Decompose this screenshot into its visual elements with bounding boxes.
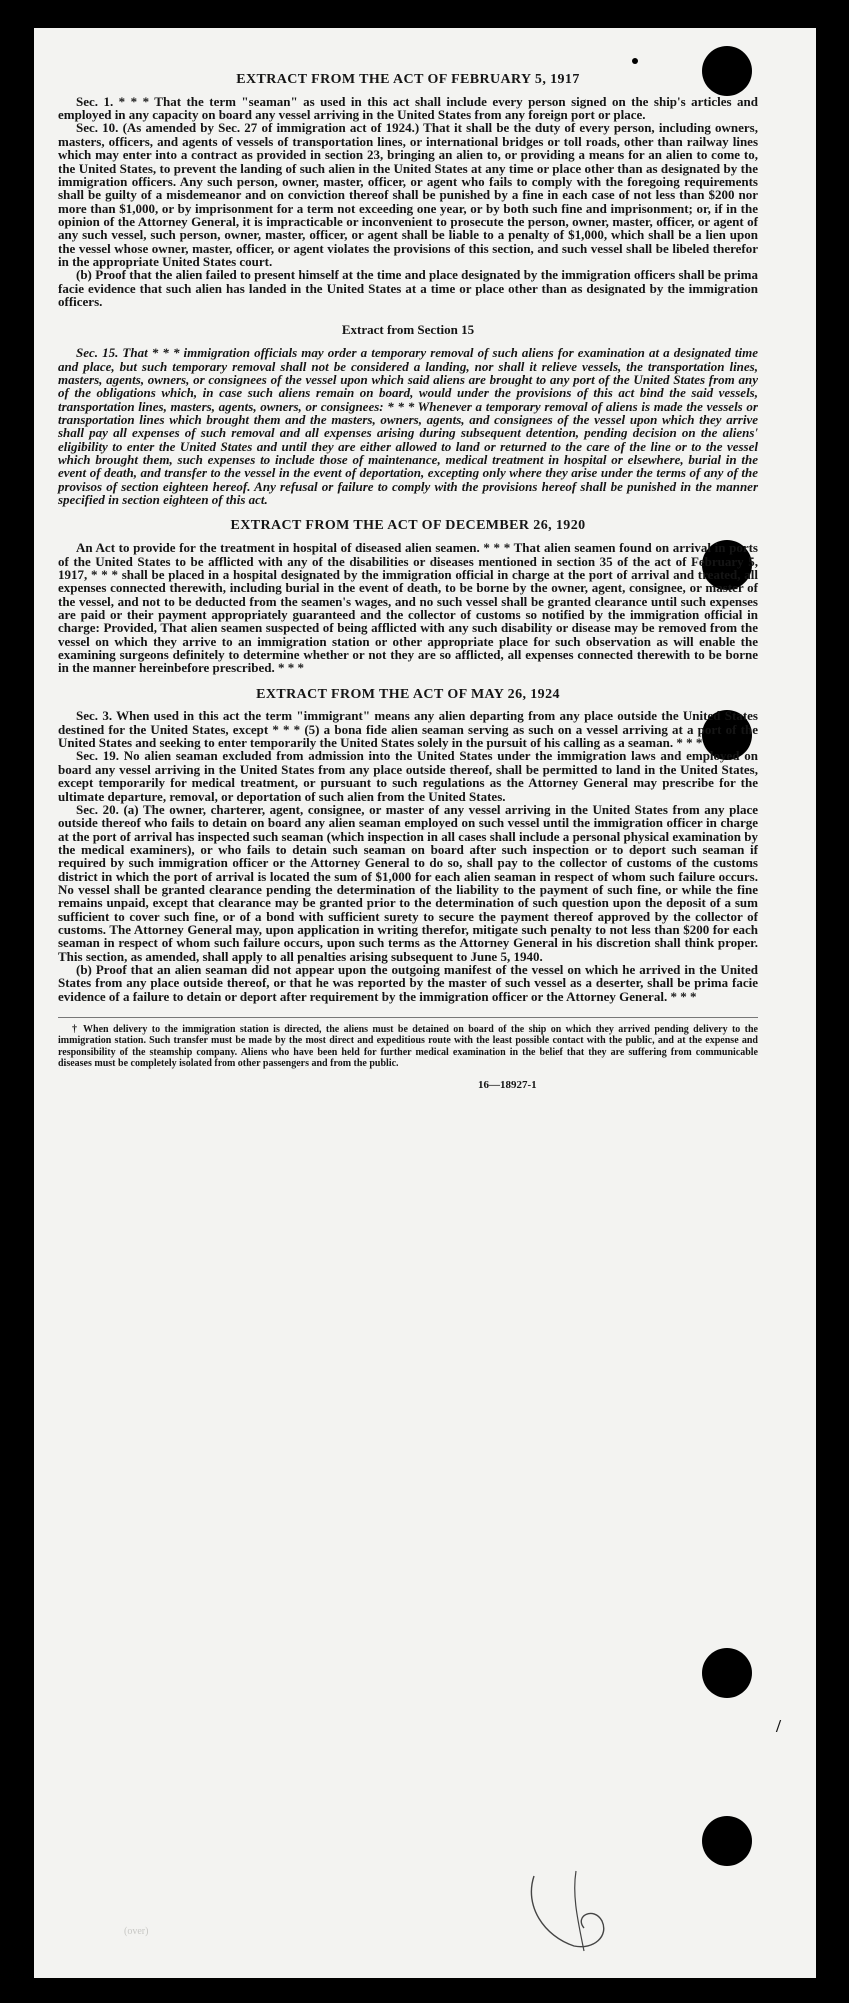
section-1-paragraph: Sec. 1. * * * That the term "seaman" as used in this act shall include every person signed on the ship's articles and employed in any capacity on board any vessel arriving in the United States from any foreign port or place. [58, 93, 758, 123]
section-10-paragraph: Sec. 10. (As amended by Sec. 27 of immigration act of 1924.) That it shall be the duty of every person, including owners, masters, officers, and agents of vessels of transportation lines, or international bridges or toll roads, other than railway lines which may enter into a contract as provided in section 23, bringing an alien to, or providing a means for an alien to come to, the United States, to prevent the landing of such alien in the United States at any time or place other than as designated by the immigration officers. Any such person, owner, master, officer, or agent who fails to comply with the foregoing requirements shall be guilty of a misdemeanor and on conviction thereof shall be punished by a fine in each case of not less than $200 nor more than $1,000, or by imprisonment for a term not exceeding one year, or by both such fine and imprisonment; or, if in the opinion of the Attorney General, it is impracticable or inconvenient to prosecute the person, owner, master, officer, or agent of any such vessel, such person, owner, master, officer, or agent shall be liable to a penalty of $1,000, which shall be a lien upon the vessel whose owner, master, officer, or agent violates the provisions of this section, and such vessel shall be libeled therefor in the appropriate United States court. [58, 120, 758, 269]
document-body [58, 72, 758, 1091]
form-code: 16—18927-1 [478, 1079, 537, 1092]
ink-mark: / [776, 1716, 782, 1736]
section-19-paragraph: Sec. 19. No alien seaman excluded from admission into the United States under the immigration laws and employed on board any vessel arriving in the United States from any place outside thereof, shall be permitted to land in the United States, except temporarily for medical treatment, or pursuant to such regulations as the Attorney General may prescribe for the ultimate departure, removal, or deportation of such alien from the United States. [58, 748, 758, 804]
heading-act-1917: EXTRACT FROM THE ACT OF FEBRUARY 5, 1917 [236, 72, 580, 87]
heading-section-15: Extract from Section 15 [341, 322, 475, 338]
footnote-text: † When delivery to the immigration station is directed, the aliens must be detained on board of the ship on which they arrived pending delivery to the immigration station. Such transfer must be made by the most direct and expeditious route with the least possible contact with the public, and at the expense and responsibility of the steamship company. Aliens who have been held for further medical examination in the belief that they are suffering from communicable diseases must be completely isolated from other passengers and from the public. [58, 1024, 758, 1069]
footnote [58, 1017, 758, 1069]
faint-stamp: (over) [124, 1926, 149, 1937]
section-15-paragraph: Sec. 15. That * * * immigration officials may order a temporary removal of such aliens for examination at a designated time and place, but such temporary removal shall not be considered a landing, nor shall it relieve vessels, the transportation lines, masters, agents, owners, or consignees of the vessel upon which said aliens are brought to any port of the United States from any of the obligations which, in case such aliens remain on board, would under the provisions of this act bind the said vessels, transportation lines, masters, agents, owners, or consignees: * * * Whenever a temporary removal of aliens is made the vessels or transportation lines which brought them and the masters, owners, agents, and consignees of the vessel upon which they arrive shall pay all expenses of such removal and all expenses arising during subsequent detention, pending decision on the aliens' eligibility to enter the United States and until they are either allowed to land or returned to the care of the line or to the vessel which brought them, such expenses to include those of maintenance, medical treatment in hospital or elsewhere, burial in the event of death, and transfer to the vessel in the event of deportation, excepting only where they arise under the terms of any of the provisos of section eighteen hereof. Any refusal or failure to comply with the provisions hereof shall be punished in the manner specified in section eighteen of this act. [58, 345, 758, 508]
ink-dot [632, 58, 638, 64]
punch-hole [702, 1816, 752, 1866]
document-page [34, 28, 816, 1978]
section-20b-paragraph: (b) Proof that an alien seaman did not appear upon the outgoing manifest of the vessel on which he arrived in the United States from any place outside thereof, or that he was reported by the master of such vessel as a deserter, shall be prima facie evidence of a failure to detain or deport after requirement by the immigration officer or the Attorney General. * * * [58, 961, 758, 1004]
heading-act-1924: EXTRACT FROM THE ACT OF MAY 26, 1924 [256, 686, 560, 702]
act-1920-paragraph: An Act to provide for the treatment in hospital of diseased alien seamen. * * * That alien seamen found on arrival in ports of the United States to be afflicted with any of the disabilities or diseases mentioned in section 35 of the act of February 5, 1917, * * * shall be placed in a hospital designated by the immigration official in charge at the port of arrival and treated, all expenses connected therewith, including burial in the event of death, to be borne by the owner, agent, consignee, or master of the vessel, and not to be deducted from the seamen's wages, and no such vessel shall be granted clearance until such expenses are paid or their payment appropriately guaranteed and the collector of customs so notified by the immigration official in charge: Provided, That alien seamen suspected of being afflicted with any such disability or disease may be removed from the vessel on which they arrive to an immigration station or other appropriate place for such observation as will enable the examining surgeons definitely to determine whether or not they are so afflicted, all expenses connected therewith to be borne in the manner hereinbefore prescribed. * * * [58, 540, 758, 676]
section-10b-paragraph: (b) Proof that the alien failed to present himself at the time and place designated by the immigration officers shall be prima facie evidence that such alien has landed in the United States at a time or place other than as designated by the immigration officers. [58, 267, 758, 309]
handwritten-scribble [514, 1866, 634, 1956]
punch-hole [702, 1648, 752, 1698]
section-3-paragraph: Sec. 3. When used in this act the term "immigrant" means any alien departing from any place outside the United States destined for the United States, except * * * (5) a bona fide alien seaman serving as such on a vessel arriving at a port of the United States and seeking to enter temporarily the United States solely in the pursuit of his calling as a seaman. * * * [58, 708, 758, 751]
section-20-paragraph: Sec. 20. (a) The owner, charterer, agent, consignee, or master of any vessel arriving in the United States from any place outside thereof who fails to detain on board any alien seaman employed on such vessel until the immigration officer in charge at the port of arrival has inspected such seaman (which inspection in all cases shall include a personal physical examination by the medical examiners), or who fails to detain such seaman on board after such inspection or to deport such seaman if required by such immigration officer or the Attorney General to do so, shall pay to the collector of customs of the customs district in which the port of arrival is located the sum of $1,000 for each alien seaman in respect of whom such failure occurs. No vessel shall be granted clearance pending the determination of the liability to the payment of such fine, or while the fine remains unpaid, except that clearance may be granted prior to the determination of such question upon the deposit of a sum sufficient to cover such fine, or of a bond with sufficient surety to secure the payment thereof approved by the collector of customs. The Attorney General may, upon application in writing therefor, mitigate such penalty to not less than $200 for each seaman in respect of whom such failure occurs, upon such terms as the Attorney General in his discretion shall think proper. This section, as amended, shall apply to all penalties arising subsequent to June 5, 1940. [58, 801, 758, 964]
heading-act-1920: EXTRACT FROM THE ACT OF DECEMBER 26, 1920 [230, 518, 586, 534]
